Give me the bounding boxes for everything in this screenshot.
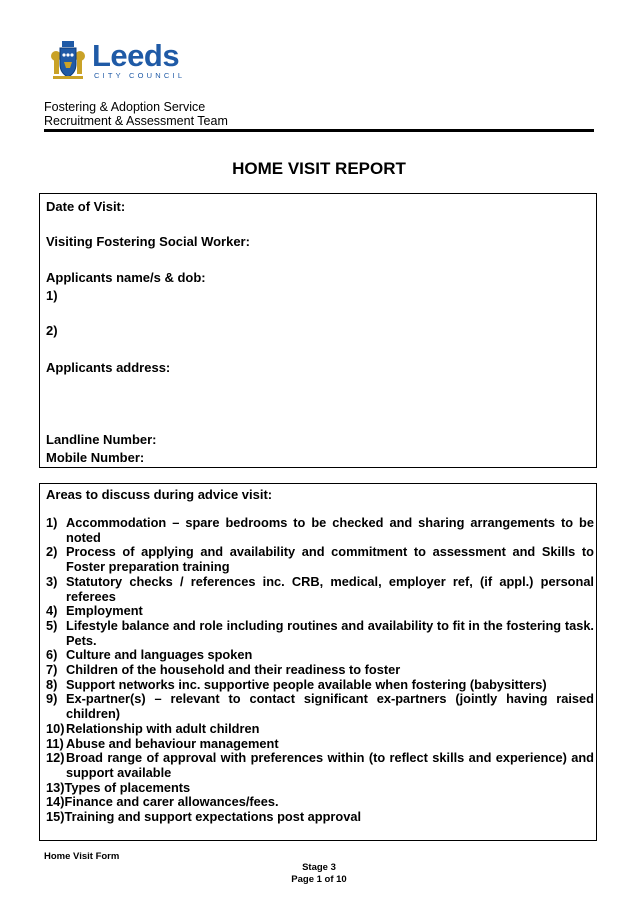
areas-heading: Areas to discuss during advice visit:: [46, 487, 273, 502]
address-label: Applicants address:: [46, 360, 171, 375]
social-worker-label: Visiting Fostering Social Worker:: [46, 234, 250, 249]
list-item: 8) Support networks inc. supportive people available when fostering (babysitters): [46, 676, 547, 692]
page-title: HOME VISIT REPORT: [232, 159, 406, 178]
list-item: 6) Culture and languages spoken: [46, 647, 253, 663]
list-item: 10) Relationship with adult children: [46, 720, 260, 736]
coat-of-arms-icon: [48, 40, 88, 82]
list-item: 12) Broad range of approval with preferences within (to reflect skills and experience) and support available: [46, 750, 594, 780]
landline-label: Landline Number:: [46, 432, 157, 447]
form-name: Home Visit Form: [44, 851, 120, 862]
logo-tagline: CITY COUNCIL: [94, 71, 186, 80]
list-item: 14)Finance and carer allowances/fees.: [46, 794, 279, 810]
team-line: Recruitment & Assessment Team: [44, 114, 228, 128]
applicant-details-box: [39, 193, 597, 468]
list-item: 15)Training and support expectations post approval: [46, 809, 362, 825]
date-of-visit-label: Date of Visit:: [46, 199, 126, 214]
list-item: 1) Accommodation – spare bedrooms to be checked and sharing arrangements to be noted: [46, 515, 594, 545]
list-item: 9) Ex-partner(s) – relevant to contact significant ex-partners (jointly having raised children): [46, 691, 594, 722]
list-item: 4) Employment: [46, 603, 143, 619]
council-logo: [48, 40, 188, 84]
applicant-1-label: 1): [46, 288, 58, 303]
applicant-2-label: 2): [46, 323, 58, 338]
list-item: 7) Children of the household and their readiness to foster: [46, 662, 401, 678]
mobile-label: Mobile Number:: [46, 450, 145, 465]
page-number: Page 1 of 10: [291, 874, 347, 885]
list-item: 2) Process of applying and availability and commitment to assessment and Skills to Foster preparation training: [46, 544, 594, 575]
list-item: 11) Abuse and behaviour management: [46, 735, 279, 751]
service-line: Fostering & Adoption Service: [44, 100, 206, 114]
service-header: [44, 100, 228, 128]
stage-label: Stage 3: [302, 862, 336, 873]
list-item: 5) Lifestyle balance and role including routines and availability to fit in the fostering task. Pets.: [46, 617, 594, 648]
applicants-label: Applicants name/s & dob:: [46, 270, 206, 285]
header-divider: [44, 129, 594, 132]
discussion-areas-box: [39, 483, 597, 841]
list-item: 3) Statutory checks / references inc. CRB, medical, employer ref, (if appl.) personal referees: [46, 573, 594, 604]
list-item: 13)Types of placements: [46, 779, 191, 795]
discussion-list: [46, 516, 594, 825]
logo-wordmark: Leeds: [92, 38, 180, 73]
